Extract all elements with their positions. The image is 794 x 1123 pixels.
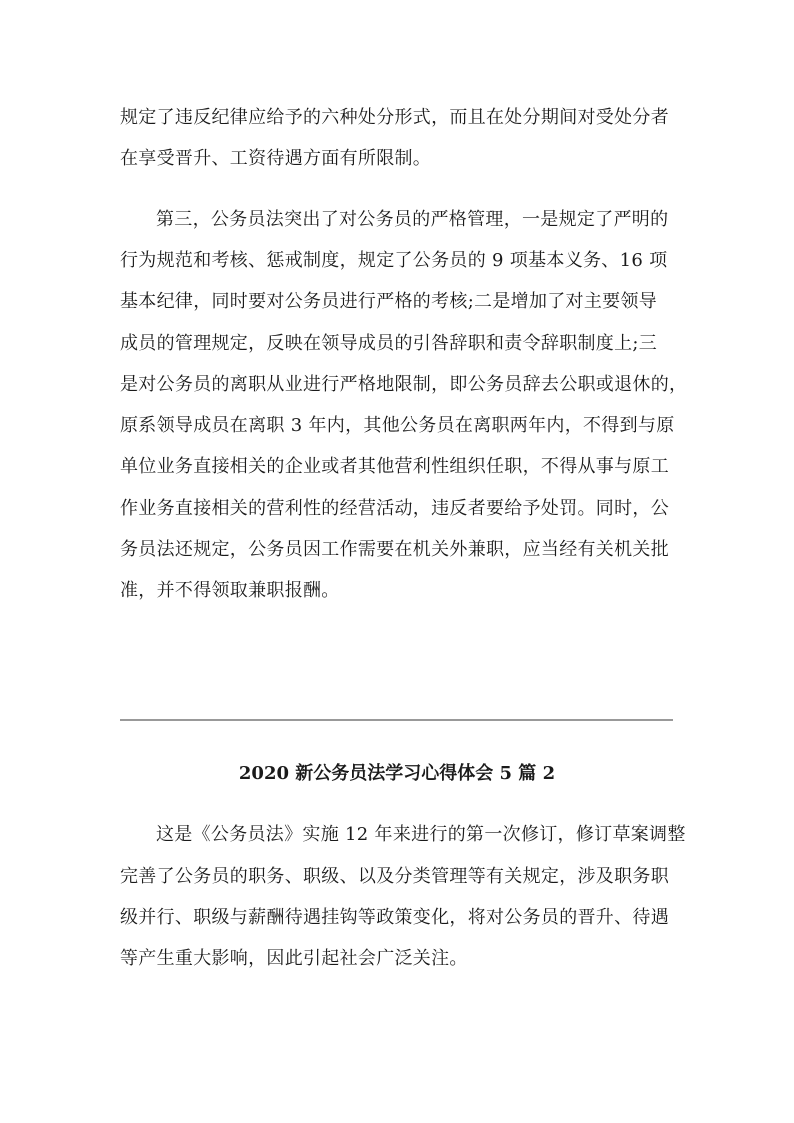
- paragraph-line: 第三，公务员法突出了对公务员的严格管理，一是规定了严明的: [156, 209, 669, 230]
- paragraph-line: 原系领导成员在离职 3 年内，其他公务员在离职两年内，不得到与原: [120, 415, 675, 436]
- paragraph-line: 基本纪律，同时要对公务员进行严格的考核;二是增加了对主要领导: [120, 291, 658, 312]
- section-heading: 2020 新公务员法学习心得体会 5 篇 2: [238, 763, 556, 784]
- paragraph-line: 单位业务直接相关的企业或者其他营利性组织任职，不得从事与原工: [120, 456, 669, 477]
- paragraph-line: 成员的管理规定，反映在领导成员的引咎辞职和责令辞职制度上;三: [120, 333, 658, 354]
- paragraph-line: 这是《公务员法》实施 12 年来进行的第一次修订，修订草案调整: [156, 824, 686, 845]
- paragraph-line: 准，并不得领取兼职报酬。: [120, 580, 340, 601]
- paragraph-line: 规定了违反纪律应给予的六种处分形式，而且在处分期间对受处分者: [120, 107, 669, 128]
- paragraph-line: 在享受晋升、工资待遇方面有所限制。: [120, 148, 432, 169]
- paragraph-line: 行为规范和考核、惩戒制度，规定了公务员的 9 项基本义务、16 项: [120, 250, 668, 271]
- paragraph-line: 务员法还规定，公务员因工作需要在机关外兼职，应当经有关机关批: [120, 539, 669, 560]
- paragraph-line: 是对公务员的离职从业进行严格地限制，即公务员辞去公职或退休的，: [120, 374, 688, 395]
- paragraph-line: 作业务直接相关的营利性的经营活动，违反者要给予处罚。同时，公: [120, 498, 669, 519]
- paragraph-line: 完善了公务员的职务、职级、以及分类管理等有关规定，涉及职务职: [120, 866, 669, 887]
- paragraph-line: 等产生重大影响，因此引起社会广泛关注。: [120, 948, 468, 969]
- paragraph-line: 级并行、职级与薪酬待遇挂钩等政策变化，将对公务员的晋升、待遇: [120, 907, 669, 928]
- section-divider: [120, 719, 673, 721]
